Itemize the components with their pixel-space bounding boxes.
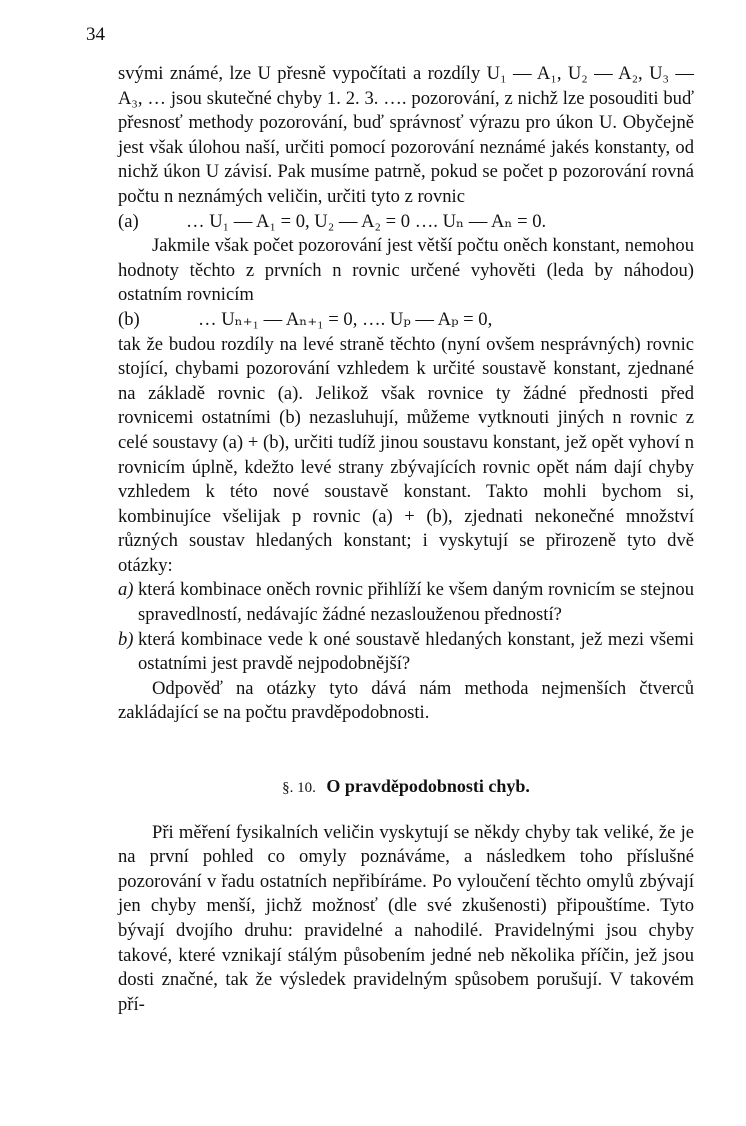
equation-b [118,308,694,333]
question-b-label: b) [118,628,134,650]
section-heading [118,774,694,801]
equation-a-label: (a) [118,210,139,232]
paragraph-answer: Odpověď na otázky tyto dává nám methoda nejmenších čtverců zakládající se na počtu pravděpodobnosti. [118,677,694,724]
equation-b-body: … Uₙ₊₁ — Aₙ₊₁ = 0, …. Uₚ — Aₚ = 0, [198,308,493,330]
equation-b-label: (b) [118,308,140,330]
question-a [118,578,694,627]
question-a-label: a) [118,579,134,601]
body-text [118,62,694,1017]
question-b [118,628,694,677]
page-number: 34 [86,24,105,45]
paragraph-intro: svými známé, lze U přesně vypočítati a rozdíly U₁ — A₁, U₂ — A₂, U₃ — A₃, … jsou skutečné chyby 1. 2. 3. …. pozorování, z nichž lze posouditi buď přesnosť methody pozorování, buď správnosť výrazu pro úkon U. Obyčejně jest však úlohou naší, určiti pomocí pozorování neznámé jakés konstanty, od nichž úkon U závisí. Pak musíme patrně, pokud se počet p pozorování rovná počtu n neznámých veličin, určiti tyto z rovnic [118,63,694,207]
equation-a-body: … U₁ — A₁ = 0, U₂ — A₂ = 0 …. Uₙ — Aₙ = 0. [186,210,547,232]
paragraph-errors: tak že budou rozdíly na levé straně těchto (nyní ovšem nesprávných) rovnic stojící, chybami pozorování vzhledem k určité soustavě konstant, zjednané na základě rovnic (a). Jelikož však rovnice ty žádné přednosti před rovnicemi ostatními (b) nezasluhují, můžeme vytknouti jiných n rovnic z celé soustavy (a) + (b), určiti tudíž jinou soustavu konstant, jež opět vyhoví n rovnicím úplně, kdežto levé strany zbývajících rovnic opět nám dají chyby vzhledem k této nové soustavě konstant. Takto mohli bychom si, kombinujíce všelijak p rovnic (a) + (b), zjednati nekonečné množství různých soustav hledaných konstant; i vyskytují se přirozeně tyto dvě otázky: [118,333,694,576]
section-number: §. 10. [282,780,316,797]
question-b-text: která kombinace vede k oné soustavě hledaných konstant, jež mezi všemi ostatními jest pravdě nejpodobnější? [138,628,694,675]
equation-a [118,210,694,235]
paragraph-measurement: Při měření fysikalních veličin vyskytují se někdy chyby tak veliké, že je na první pohled co omyly poznáváme, a následkem toho příslušné pozorování v řadu ostatních nepřibíráme. Po vyloučení těchto omylů zbývají jen chyby menší, jichž možnosť (dle své zkušenosti) připouštíme. Tyto bývají dvojího druhu: pravidelné a nahodilé. Pravidelnými jsou chyby takové, které vznikají stálým působením jedné neb několika příčin, jež jsou dosti značné, tak že výsledek pravidelným spůsobem porušují. V takovém pří- [118,821,694,1015]
paragraph-constants: Jakmile však počet pozorování jest větší počtu oněch konstant, nemohou hodnoty těchto z prvních n rovnic určené vyhověti (leda by náhodou) ostatním rovnicím [118,235,694,306]
section-title: O pravděpodobnosti chyb. [326,776,530,797]
question-a-text: která kombinace oněch rovnic přihlíží ke všem daným rovnicím se stejnou spravedlností, nedávajíc žádné nezaslouženou předností? [138,579,694,626]
